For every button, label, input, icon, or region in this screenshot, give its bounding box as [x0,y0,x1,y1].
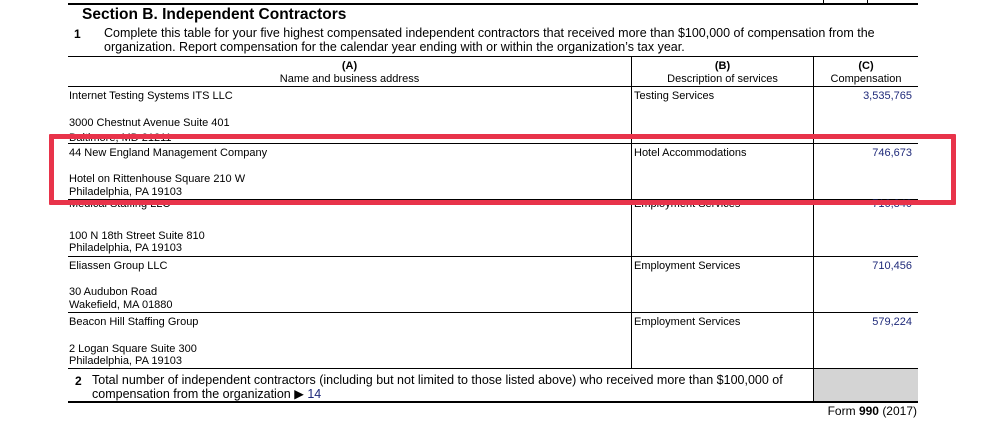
highlight-box [49,134,956,205]
contractor-service: Employment Services [634,198,741,210]
section-title: Section B. Independent Contractors [82,6,347,23]
contractor-name: Internet Testing Systems ITS LLC [69,90,233,102]
arrow-icon: ▶ [294,387,304,401]
row-divider [68,256,918,257]
contractor-name: Eliassen Group LLC [69,260,168,272]
contractor-service: Hotel Accommodations [634,147,747,159]
column-b-letter: (B) [714,60,731,72]
column-a-header [68,60,631,86]
contractor-compensation: 716,340 [872,198,912,210]
column-divider-bc [813,56,814,402]
contractor-city-line: Philadelphia, PA 19103 [69,355,182,367]
top-rule [68,3,918,5]
row-divider [68,312,918,313]
line-2-text [92,373,802,401]
column-b-header [632,60,813,86]
column-a-label: Name and business address [279,73,420,85]
contractor-address-line: 100 N 18th Street Suite 810 [69,230,205,242]
contractor-service: Employment Services [634,260,741,272]
contractor-address-line: 2 Logan Square Suite 300 [69,343,197,355]
line-1-number: 1 [74,27,81,41]
contractor-service: Testing Services [634,90,715,102]
contractor-compensation: 746,673 [872,147,912,159]
contractor-address-line: 3000 Chestnut Avenue Suite 401 [69,117,230,129]
line-2-shaded-cell [814,369,918,401]
header-rule [68,86,918,87]
line-2-description: Total number of independent contractors (including but not limited to those listed above) who received more than $100,000 of compensation from the organization [92,373,783,401]
contractor-city-line: Baltimore, MD 21211 [69,132,172,144]
line-1-instructions: Complete this table for your five highest compensated independent contractors that received more than $100,000 of compensation from the organization. Report compensation for the calendar year ending with or within the organization’s tax year. [104,26,875,54]
column-c-label: Compensation [830,73,902,85]
contractor-city-line: Philadelphia, PA 19103 [69,242,182,254]
line-2-count: 14 [307,387,322,401]
table-bottom-rule [68,401,918,403]
column-divider-ab [631,56,632,368]
row-divider [68,368,918,369]
contractor-address-line: 30 Audubon Road [69,286,158,298]
column-c-header [814,60,918,86]
contractor-service: Employment Services [634,316,741,328]
contractor-name: Medical Staffing LLC [69,198,171,210]
contractor-address-line: Hotel on Rittenhouse Square 210 W [69,173,246,185]
contractor-city-line: Philadelphia, PA 19103 [69,186,182,198]
contractor-compensation: 579,224 [872,316,912,328]
column-b-label: Description of services [667,73,778,85]
column-a-letter: (A) [341,60,358,72]
form-footer [828,404,917,418]
form-year: (2017) [882,404,917,418]
form-number: 990 [858,404,879,418]
form-prefix: Form [827,404,856,418]
contractor-name: Beacon Hill Staffing Group [69,316,199,328]
contractor-city-line: Wakefield, MA 01880 [69,299,173,311]
contractor-compensation: 3,535,765 [863,90,912,102]
contractor-name: 44 New England Management Company [69,147,268,159]
column-c-letter: (C) [858,60,874,72]
line-2-number: 2 [75,374,82,388]
contractor-compensation: 710,456 [872,260,912,272]
table-top-rule [68,56,918,57]
